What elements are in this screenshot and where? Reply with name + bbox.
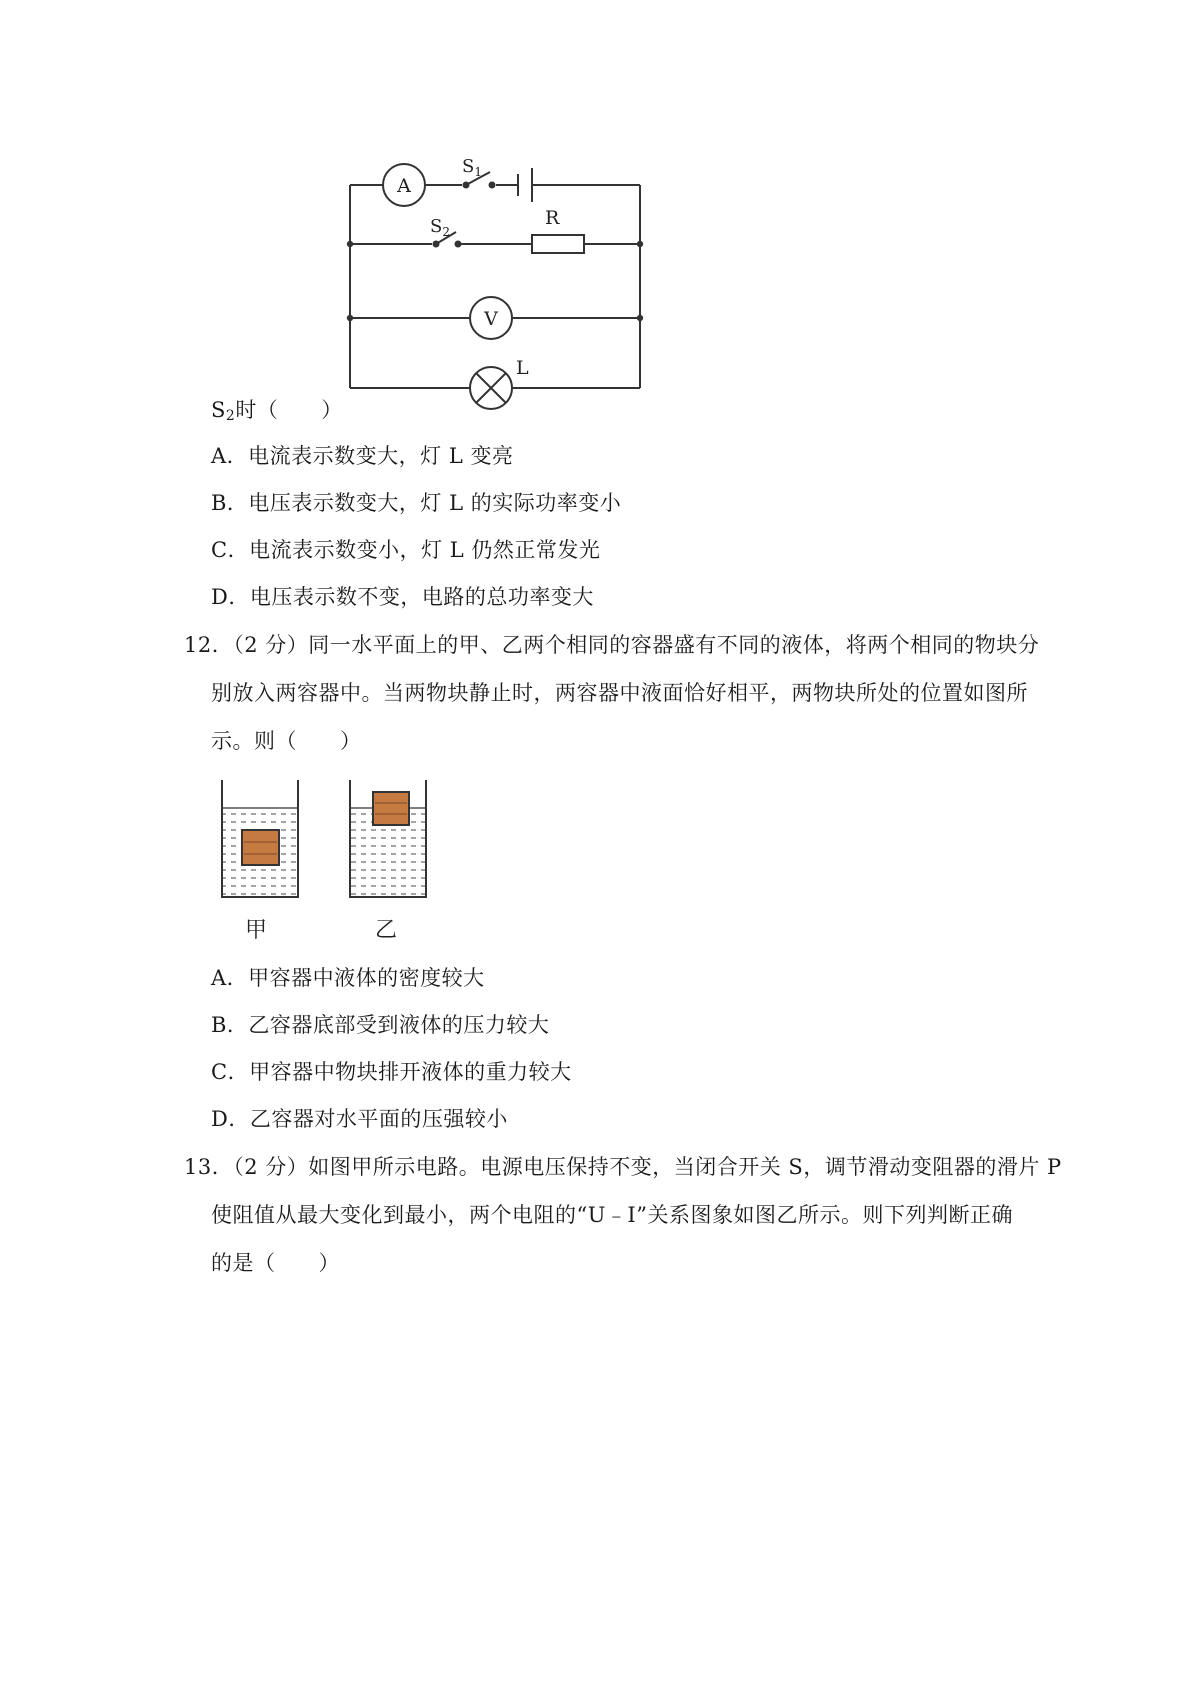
voltmeter-label: V <box>484 308 498 330</box>
container-yi-label: 乙 <box>374 918 398 943</box>
resistor-label: R <box>545 207 560 229</box>
q12-option-a: A．甲容器中液体的密度较大 <box>211 966 485 990</box>
ammeter-label: A <box>397 175 411 197</box>
lamp-label: L <box>516 357 529 379</box>
lamp-symbol <box>470 367 512 409</box>
q12-option-c: C．甲容器中物块排开液体的重力较大 <box>211 1060 572 1084</box>
circuit-diagram <box>0 0 1200 420</box>
q13-stem-line-3: 的是（ ） <box>211 1251 340 1275</box>
battery-symbol <box>518 168 532 202</box>
q12-stem-line-1: 12．（2 分）同一水平面上的甲、乙两个相同的容器盛有不同的液体，将两个相同的物块分 <box>184 633 1040 657</box>
q11-stem-tail: $S_2$时（ ） <box>211 398 343 424</box>
block-jia <box>242 830 279 865</box>
q12-option-b: B．乙容器底部受到液体的压力较大 <box>211 1013 550 1037</box>
q12-option-d: D．乙容器对水平面的压强较小 <box>211 1107 508 1131</box>
q11-option-b: B．电压表示数变大，灯 L 的实际功率变小 <box>211 491 622 515</box>
ammeter-symbol <box>383 164 425 206</box>
q13-stem-line-1: 13．（2 分）如图甲所示电路。电源电压保持不变，当闭合开关 S，调节滑动变阻器的滑片 P <box>184 1155 1062 1179</box>
switch-s2-label: $S_2$ <box>430 216 450 239</box>
q13-stem-line-2: 使阻值从最大变化到最小，两个电阻的“U﹣I”关系图象如图乙所示。则下列判断正确 <box>211 1203 1013 1227</box>
container-jia <box>222 780 298 943</box>
container-yi <box>350 780 426 943</box>
q12-stem-line-2: 别放入两容器中。当两物块静止时，两容器中液面恰好相平，两物块所处的位置如图所 <box>211 681 1028 705</box>
container-jia-label: 甲 <box>244 918 268 943</box>
block-yi <box>373 792 409 825</box>
containers-figure <box>0 770 1200 970</box>
q11-option-d: D．电压表示数不变，电路的总功率变大 <box>211 585 594 609</box>
resistor-symbol <box>532 235 584 253</box>
q12-stem-line-3: 示。则（ ） <box>211 729 362 753</box>
q11-option-a: A．电流表示数变大，灯 L 变亮 <box>211 444 514 468</box>
q11-option-c: C．电流表示数变小，灯 L 仍然正常发光 <box>211 538 601 562</box>
voltmeter-symbol <box>470 297 512 339</box>
switch-s1-label: $S_1$ <box>462 156 482 179</box>
